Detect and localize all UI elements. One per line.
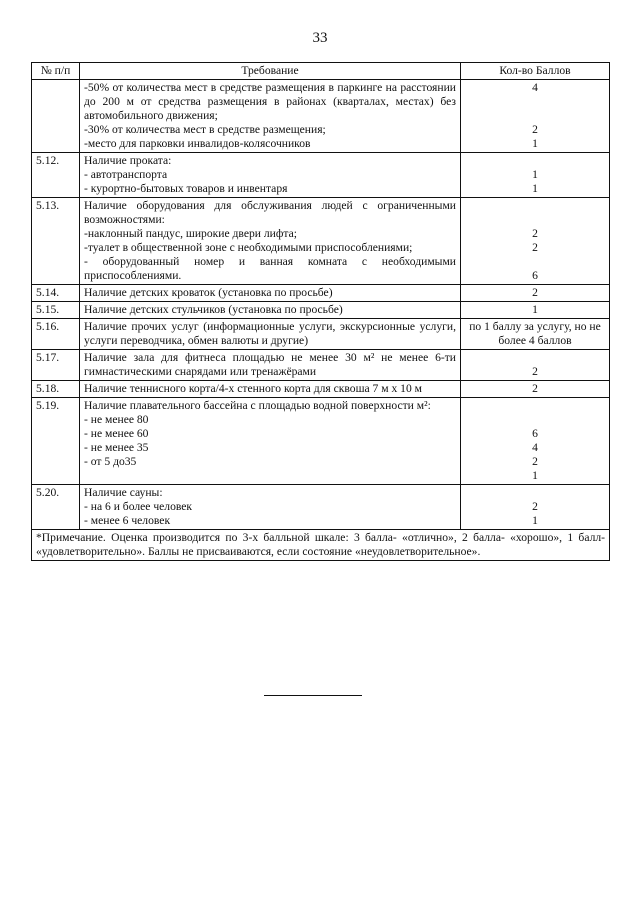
header-num: № п/п	[32, 63, 80, 80]
requirement-line: - не менее 80	[84, 413, 149, 426]
requirement-cell	[80, 381, 461, 398]
table-row	[32, 302, 610, 319]
row-number: 5.13.	[32, 198, 80, 285]
requirement-cell	[80, 153, 461, 198]
points-value: 2	[532, 382, 538, 395]
row-number: 5.19.	[32, 398, 80, 485]
table-row	[32, 80, 610, 153]
requirement-cell	[80, 80, 461, 153]
table-row	[32, 398, 610, 485]
row-number: 5.18.	[32, 381, 80, 398]
header-points: Кол-во Баллов	[461, 63, 610, 80]
requirement-line: -туалет в общественной зоне с необходимыми приспособлениями;	[84, 241, 413, 254]
page-number: 33	[312, 30, 328, 46]
requirement-cell	[80, 319, 461, 350]
points-value	[465, 95, 605, 109]
requirement-cell	[80, 285, 461, 302]
requirement-cell	[80, 485, 461, 530]
points-cell	[461, 198, 610, 285]
points-value: 1	[532, 137, 538, 150]
row-number: 5.20.	[32, 485, 80, 530]
requirement-line: Наличие зала для фитнеса площадью не менее 30 м² не менее 6-ти гимнастическими снарядами или тренажёрами	[84, 351, 456, 378]
points-value: 2	[532, 227, 538, 240]
points-cell	[461, 381, 610, 398]
points-cell	[461, 485, 610, 530]
row-number: 5.16.	[32, 319, 80, 350]
row-number: 5.12.	[32, 153, 80, 198]
row-number: 5.14.	[32, 285, 80, 302]
points-value: 2	[532, 241, 538, 254]
points-value: 1	[532, 182, 538, 195]
points-value: 6	[532, 269, 538, 282]
points-value	[465, 351, 605, 365]
row-number: 5.17.	[32, 350, 80, 381]
requirement-line: Наличие плавательного бассейна с площадью водной поверхности м²:	[84, 399, 431, 412]
requirement-line: -наклонный пандус, широкие двери лифта;	[84, 227, 297, 240]
table-body	[32, 80, 610, 530]
requirement-line: - на 6 и более человек	[84, 500, 193, 513]
points-cell	[461, 319, 610, 350]
points-value: по 1 баллу за услугу, но не более 4 баллов	[469, 320, 601, 347]
requirement-line: Наличие оборудования для обслуживания людей с ограниченными возможностями:	[84, 199, 456, 226]
requirement-line: - не менее 35	[84, 441, 149, 454]
requirement-cell	[80, 350, 461, 381]
requirement-line: -30% от количества мест в средстве размещения;	[84, 123, 326, 136]
requirement-line: Наличие детских стульчиков (установка по просьбе)	[84, 303, 343, 316]
table-row	[32, 350, 610, 381]
table-header-row	[32, 63, 610, 80]
points-value	[465, 199, 605, 213]
points-value: 2	[532, 455, 538, 468]
row-number: 5.15.	[32, 302, 80, 319]
signature-line	[264, 695, 362, 696]
points-value	[465, 255, 605, 269]
points-value	[465, 413, 605, 427]
points-value	[465, 399, 605, 413]
header-requirement: Требование	[80, 63, 461, 80]
requirement-line: - курортно-бытовых товаров и инвентаря	[84, 182, 288, 195]
requirement-line: Наличие проката:	[84, 154, 172, 167]
table-row	[32, 381, 610, 398]
points-value: 1	[532, 168, 538, 181]
requirement-line: Наличие детских кроваток (установка по просьбе)	[84, 286, 333, 299]
points-value: 2	[532, 286, 538, 299]
points-value	[465, 486, 605, 500]
points-value: 4	[532, 441, 538, 454]
requirement-line: - менее 6 человек	[84, 514, 171, 527]
requirement-cell	[80, 198, 461, 285]
points-cell	[461, 350, 610, 381]
points-value: 2	[532, 500, 538, 513]
points-value: 1	[532, 469, 538, 482]
requirement-line: - оборудованный номер и ванная комната с необходимыми приспособлениями.	[84, 255, 456, 282]
requirement-line: -место для парковки инвалидов-колясочников	[84, 137, 311, 150]
footnote: *Примечание. Оценка производится по 3-х балльной шкале: 3 балла- «отлично», 2 балла- «хорошо», 1 балл- «удовлетворительно». Баллы не присваиваются, если состояние «неудовлетворительное».	[32, 530, 610, 561]
table-row	[32, 285, 610, 302]
points-cell	[461, 285, 610, 302]
points-cell	[461, 153, 610, 198]
points-value: 2	[532, 123, 538, 136]
requirement-line: - от 5 до35	[84, 455, 137, 468]
points-value: 6	[532, 427, 538, 440]
points-value: 4	[532, 81, 538, 94]
requirement-line: Наличие теннисного корта/4-х стенного корта для сквоша 7 м х 10 м	[84, 382, 423, 395]
points-value: 2	[532, 365, 538, 378]
note-row	[32, 530, 610, 561]
table-row	[32, 319, 610, 350]
table-row	[32, 485, 610, 530]
points-cell	[461, 302, 610, 319]
row-number	[32, 80, 80, 153]
points-value	[465, 154, 605, 168]
points-value	[465, 109, 605, 123]
table-row	[32, 198, 610, 285]
points-value: 1	[532, 303, 538, 316]
requirement-line: - не менее 60	[84, 427, 149, 440]
requirement-cell	[80, 302, 461, 319]
points-cell	[461, 80, 610, 153]
requirement-line: - автотранспорта	[84, 168, 168, 181]
points-value: 1	[532, 514, 538, 527]
points-cell	[461, 398, 610, 485]
requirements-table	[31, 62, 610, 561]
points-value	[465, 213, 605, 227]
requirement-line: -50% от количества мест в средстве размещения в паркинге на расстоянии до 200 м от средства размещения в районах (кварталах, местах) без автомобильного движения;	[84, 81, 456, 122]
requirement-line: Наличие сауны:	[84, 486, 163, 499]
table-row	[32, 153, 610, 198]
requirement-cell	[80, 398, 461, 485]
requirement-line: Наличие прочих услуг (информационные услуги, экскурсионные услуги, услуги переводчика, обмен валюты и другие)	[84, 320, 456, 347]
